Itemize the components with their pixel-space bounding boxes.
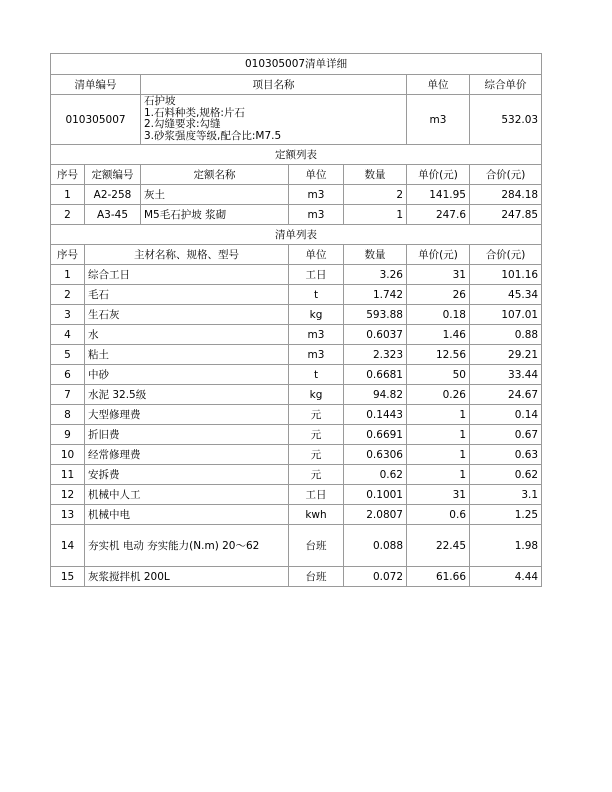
material-name: 机械中人工 bbox=[85, 485, 289, 505]
quota-unit-header: 单位 bbox=[289, 165, 344, 185]
quota-code: A3-45 bbox=[85, 205, 141, 225]
list-name-header: 项目名称 bbox=[141, 75, 407, 95]
list-item-row bbox=[51, 95, 542, 145]
material-name: 大型修理费 bbox=[85, 405, 289, 425]
material-unit: t bbox=[289, 365, 344, 385]
material-seq: 2 bbox=[51, 285, 85, 305]
material-header-row bbox=[51, 245, 542, 265]
material-unit: 台班 bbox=[289, 567, 344, 587]
material-seq: 14 bbox=[51, 525, 85, 567]
material-unit-header: 单位 bbox=[289, 245, 344, 265]
material-seq: 6 bbox=[51, 365, 85, 385]
material-row bbox=[51, 365, 542, 385]
material-unit-price: 22.45 bbox=[407, 525, 470, 567]
material-unit: kg bbox=[289, 385, 344, 405]
material-row bbox=[51, 305, 542, 325]
quota-qty-header: 数量 bbox=[344, 165, 407, 185]
quota-qty: 2 bbox=[344, 185, 407, 205]
material-row bbox=[51, 505, 542, 525]
material-total: 101.16 bbox=[470, 265, 542, 285]
quota-section-title: 定额列表 bbox=[51, 145, 542, 165]
material-unit-price: 31 bbox=[407, 485, 470, 505]
material-row bbox=[51, 567, 542, 587]
material-name: 水泥 32.5级 bbox=[85, 385, 289, 405]
material-qty: 0.072 bbox=[344, 567, 407, 587]
material-row bbox=[51, 465, 542, 485]
material-seq: 12 bbox=[51, 485, 85, 505]
material-unit: 元 bbox=[289, 425, 344, 445]
material-seq: 15 bbox=[51, 567, 85, 587]
material-seq: 10 bbox=[51, 445, 85, 465]
list-header-row bbox=[51, 75, 542, 95]
quota-section-row bbox=[51, 145, 542, 165]
quota-unit-price-header: 单价(元) bbox=[407, 165, 470, 185]
material-total: 33.44 bbox=[470, 365, 542, 385]
quota-row bbox=[51, 185, 542, 205]
quota-total-header: 合价(元) bbox=[470, 165, 542, 185]
quota-code: A2-258 bbox=[85, 185, 141, 205]
description-line: 3.砂浆强度等级,配合比:M7.5 bbox=[144, 129, 282, 142]
material-unit: 工日 bbox=[289, 265, 344, 285]
material-row bbox=[51, 425, 542, 445]
material-name-header: 主材名称、规格、型号 bbox=[85, 245, 289, 265]
material-unit: 台班 bbox=[289, 525, 344, 567]
material-total: 107.01 bbox=[470, 305, 542, 325]
quota-total: 284.18 bbox=[470, 185, 542, 205]
material-total: 0.88 bbox=[470, 325, 542, 345]
quota-seq: 1 bbox=[51, 185, 85, 205]
material-total-header: 合价(元) bbox=[470, 245, 542, 265]
material-seq-header: 序号 bbox=[51, 245, 85, 265]
quota-unit-price: 247.6 bbox=[407, 205, 470, 225]
material-name: 灰浆搅拌机 200L bbox=[85, 567, 289, 587]
material-unit-price: 12.56 bbox=[407, 345, 470, 365]
material-qty: 3.26 bbox=[344, 265, 407, 285]
material-unit-price: 0.26 bbox=[407, 385, 470, 405]
material-name: 折旧费 bbox=[85, 425, 289, 445]
material-row bbox=[51, 345, 542, 365]
material-total: 45.34 bbox=[470, 285, 542, 305]
material-total: 0.14 bbox=[470, 405, 542, 425]
material-row bbox=[51, 385, 542, 405]
material-unit-price: 1.46 bbox=[407, 325, 470, 345]
material-unit-price: 1 bbox=[407, 425, 470, 445]
material-qty: 0.1001 bbox=[344, 485, 407, 505]
quota-row bbox=[51, 205, 542, 225]
material-total: 0.67 bbox=[470, 425, 542, 445]
list-unit-header: 单位 bbox=[407, 75, 470, 95]
material-unit-price: 31 bbox=[407, 265, 470, 285]
material-row bbox=[51, 325, 542, 345]
material-seq: 3 bbox=[51, 305, 85, 325]
material-unit-price: 1 bbox=[407, 465, 470, 485]
title-row bbox=[51, 54, 542, 75]
material-section-title: 清单列表 bbox=[51, 225, 542, 245]
material-row bbox=[51, 265, 542, 285]
list-price-header: 综合单价 bbox=[470, 75, 542, 95]
material-total: 3.1 bbox=[470, 485, 542, 505]
material-name: 粘土 bbox=[85, 345, 289, 365]
material-qty: 0.6037 bbox=[344, 325, 407, 345]
list-item-price: 532.03 bbox=[470, 95, 542, 145]
material-total: 24.67 bbox=[470, 385, 542, 405]
material-unit: 元 bbox=[289, 405, 344, 425]
material-seq: 13 bbox=[51, 505, 85, 525]
material-row bbox=[51, 405, 542, 425]
material-qty-header: 数量 bbox=[344, 245, 407, 265]
quota-name-header: 定额名称 bbox=[141, 165, 289, 185]
material-seq: 7 bbox=[51, 385, 85, 405]
material-total: 1.25 bbox=[470, 505, 542, 525]
material-qty: 1.742 bbox=[344, 285, 407, 305]
material-name: 夯实机 电动 夯实能力(N.m) 20～62 bbox=[85, 525, 289, 567]
material-unit: 工日 bbox=[289, 485, 344, 505]
material-unit-price: 0.18 bbox=[407, 305, 470, 325]
material-qty: 0.6681 bbox=[344, 365, 407, 385]
material-section-row bbox=[51, 225, 542, 245]
material-qty: 94.82 bbox=[344, 385, 407, 405]
description-line: 2.勾缝要求:勾缝 bbox=[144, 118, 221, 130]
material-qty: 2.0807 bbox=[344, 505, 407, 525]
material-qty: 0.088 bbox=[344, 525, 407, 567]
quota-code-header: 定额编号 bbox=[85, 165, 141, 185]
material-row bbox=[51, 285, 542, 305]
material-name: 水 bbox=[85, 325, 289, 345]
material-seq: 1 bbox=[51, 265, 85, 285]
quota-header-row bbox=[51, 165, 542, 185]
material-unit-price: 1 bbox=[407, 405, 470, 425]
material-unit: 元 bbox=[289, 445, 344, 465]
quota-unit: m3 bbox=[289, 205, 344, 225]
material-name: 机械中电 bbox=[85, 505, 289, 525]
material-seq: 9 bbox=[51, 425, 85, 445]
material-qty: 0.1443 bbox=[344, 405, 407, 425]
material-row bbox=[51, 525, 542, 567]
material-unit: t bbox=[289, 285, 344, 305]
quota-name: M5毛石护坡 浆砌 bbox=[141, 205, 289, 225]
material-qty: 0.62 bbox=[344, 465, 407, 485]
quota-seq-header: 序号 bbox=[51, 165, 85, 185]
list-item-unit: m3 bbox=[407, 95, 470, 145]
material-total: 0.62 bbox=[470, 465, 542, 485]
material-seq: 4 bbox=[51, 325, 85, 345]
material-unit: kwh bbox=[289, 505, 344, 525]
material-total: 1.98 bbox=[470, 525, 542, 567]
material-name: 毛石 bbox=[85, 285, 289, 305]
material-name: 经常修理费 bbox=[85, 445, 289, 465]
list-item-code: 010305007 bbox=[51, 95, 141, 145]
quota-seq: 2 bbox=[51, 205, 85, 225]
quota-unit-price: 141.95 bbox=[407, 185, 470, 205]
quota-name: 灰土 bbox=[141, 185, 289, 205]
material-unit-price: 26 bbox=[407, 285, 470, 305]
material-unit-price: 50 bbox=[407, 365, 470, 385]
material-unit: m3 bbox=[289, 345, 344, 365]
material-unit: 元 bbox=[289, 465, 344, 485]
sheet-title: 010305007清单详细 bbox=[51, 54, 542, 75]
quota-unit: m3 bbox=[289, 185, 344, 205]
material-unit-price: 0.6 bbox=[407, 505, 470, 525]
material-qty: 2.323 bbox=[344, 345, 407, 365]
material-qty: 593.88 bbox=[344, 305, 407, 325]
material-unit-price-header: 单价(元) bbox=[407, 245, 470, 265]
material-qty: 0.6306 bbox=[344, 445, 407, 465]
material-unit: kg bbox=[289, 305, 344, 325]
material-seq: 8 bbox=[51, 405, 85, 425]
bill-detail-sheet bbox=[50, 53, 541, 587]
list-code-header: 清单编号 bbox=[51, 75, 141, 95]
material-row bbox=[51, 485, 542, 505]
material-name: 生石灰 bbox=[85, 305, 289, 325]
description-line: 1.石料种类,规格:片石 bbox=[144, 106, 245, 119]
material-name: 安拆费 bbox=[85, 465, 289, 485]
bill-detail-table bbox=[50, 53, 542, 587]
quota-total: 247.85 bbox=[470, 205, 542, 225]
description-line: 石护坡 bbox=[144, 95, 176, 107]
list-item-description bbox=[141, 95, 407, 145]
material-name: 综合工日 bbox=[85, 265, 289, 285]
material-total: 29.21 bbox=[470, 345, 542, 365]
material-seq: 5 bbox=[51, 345, 85, 365]
material-name: 中砂 bbox=[85, 365, 289, 385]
material-total: 4.44 bbox=[470, 567, 542, 587]
quota-qty: 1 bbox=[344, 205, 407, 225]
material-row bbox=[51, 445, 542, 465]
material-qty: 0.6691 bbox=[344, 425, 407, 445]
material-unit-price: 61.66 bbox=[407, 567, 470, 587]
material-total: 0.63 bbox=[470, 445, 542, 465]
material-seq: 11 bbox=[51, 465, 85, 485]
material-unit-price: 1 bbox=[407, 445, 470, 465]
material-unit: m3 bbox=[289, 325, 344, 345]
